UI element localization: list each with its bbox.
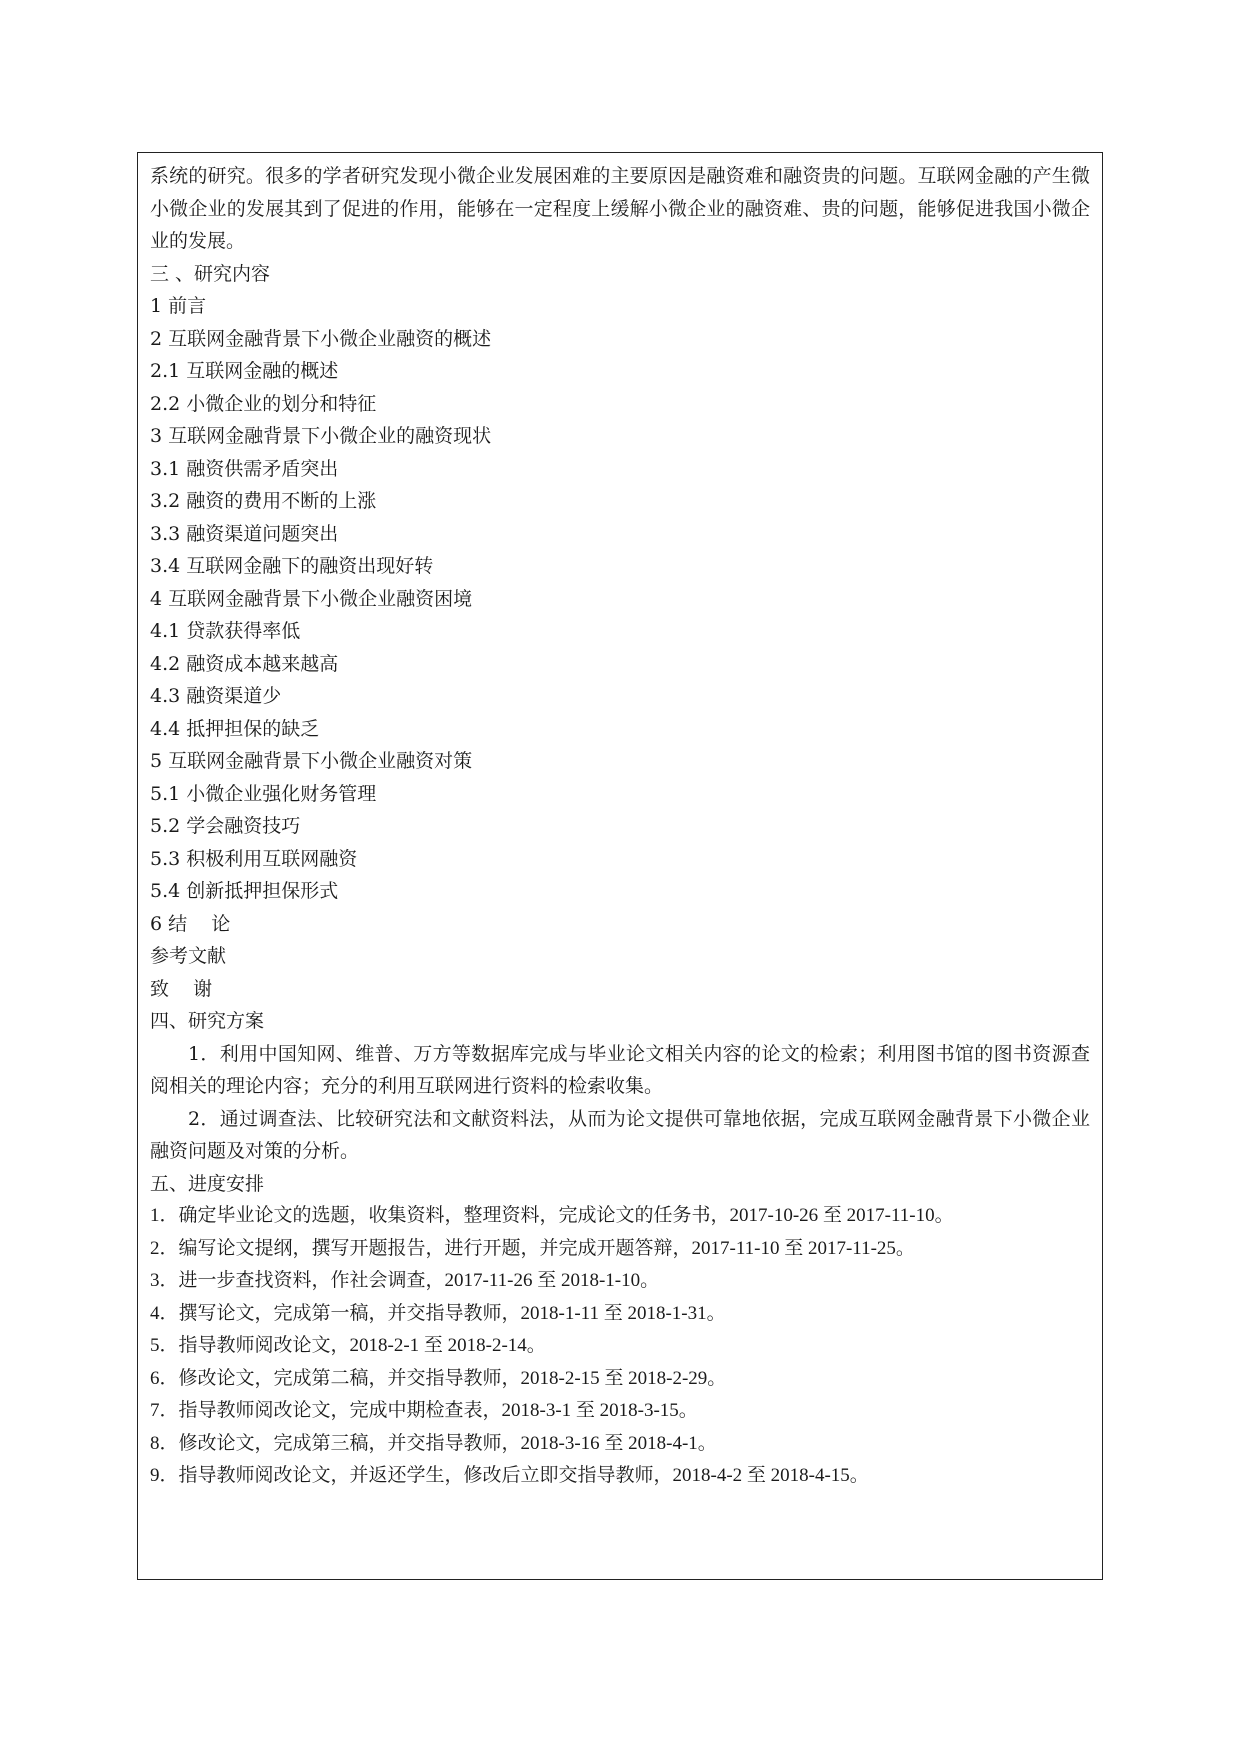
outline-item: 5 互联网金融背景下小微企业融资对策 bbox=[150, 750, 473, 772]
outline-item: 5.2 学会融资技巧 bbox=[150, 815, 301, 837]
outline-item: 3.1 融资供需矛盾突出 bbox=[150, 457, 339, 480]
section-3-heading: 三 、研究内容 bbox=[150, 262, 271, 285]
schedule-item: 6．修改论文，完成第二稿，并交指导教师，2018-2-15 至 2018-2-29。 bbox=[150, 1367, 727, 1389]
outline-item: 2.2 小微企业的划分和特征 bbox=[150, 392, 377, 415]
schedule-item: 4．撰写论文，完成第一稿，并交指导教师，2018-1-11 至 2018-1-31。 bbox=[150, 1302, 726, 1324]
outline-item: 2.1 互联网金融的概述 bbox=[150, 360, 339, 382]
outline-item: 3.4 互联网金融下的融资出现好转 bbox=[150, 555, 434, 577]
schedule-item: 5．指导教师阅改论文，2018-2-1 至 2018-2-14。 bbox=[150, 1335, 546, 1356]
outline-item: 3.2 融资的费用不断的上涨 bbox=[150, 490, 377, 512]
outline-item: 致 谢 bbox=[150, 977, 213, 1000]
research-plan-paragraph: 1．利用中国知网、维普、万方等数据库完成与毕业论文相关内容的论文的检索；利用图书馆的图书资源查阅相关的理论内容；充分的利用互联网进行资料的检索收集。 bbox=[150, 1042, 1090, 1097]
outline-item: 4.4 抵押担保的缺乏 bbox=[150, 717, 320, 740]
outline-item: 5.4 创新抵押担保形式 bbox=[150, 880, 339, 902]
outline-item: 3 互联网金融背景下小微企业的融资现状 bbox=[150, 425, 492, 447]
outline-item: 3.3 融资渠道问题突出 bbox=[150, 522, 339, 545]
section-4-heading: 四、研究方案 bbox=[150, 1010, 265, 1032]
schedule-item: 3．进一步查找资料，作社会调查，2017-11-26 至 2018-1-10。 bbox=[150, 1270, 660, 1291]
outline-item: 参考文献 bbox=[150, 945, 227, 967]
schedule-item: 1．确定毕业论文的选题，收集资料，整理资料，完成论文的任务书，2017-10-26 至 2017-11-10。 bbox=[150, 1205, 954, 1226]
document-content bbox=[150, 160, 1090, 1493]
outline-item: 2 互联网金融背景下小微企业融资的概述 bbox=[150, 327, 492, 350]
outline-item: 5.1 小微企业强化财务管理 bbox=[150, 782, 377, 805]
intro-paragraph: 系统的研究。很多的学者研究发现小微企业发展困难的主要原因是融资难和融资贵的问题。互联网金融的产生微小微企业的发展其到了促进的作用，能够在一定程度上缓解小微企业的融资难、贵的问题，能够促进我国小微企业的发展。 bbox=[150, 165, 1090, 252]
outline-item: 4 互联网金融背景下小微企业融资困境 bbox=[150, 587, 473, 610]
outline-item: 4.2 融资成本越来越高 bbox=[150, 652, 339, 675]
schedule-item: 9．指导教师阅改论文，并返还学生，修改后立即交指导教师，2018-4-2 至 2018-4-15。 bbox=[150, 1465, 869, 1486]
outline-item: 4.3 融资渠道少 bbox=[150, 685, 282, 707]
schedule-list bbox=[150, 1200, 1090, 1493]
outline-item: 4.1 贷款获得率低 bbox=[150, 620, 301, 642]
outline-item: 6 结 论 bbox=[150, 912, 231, 935]
section-5-heading: 五、进度安排 bbox=[150, 1172, 265, 1195]
document-frame bbox=[137, 152, 1103, 1580]
section-3-outline bbox=[150, 290, 1090, 1005]
research-plan-paragraph: 2．通过调查法、比较研究法和文献资料法，从而为论文提供可靠地依据，完成互联网金融背景下小微企业融资问题及对策的分析。 bbox=[150, 1107, 1090, 1162]
schedule-item: 7．指导教师阅改论文，完成中期检查表，2018-3-1 至 2018-3-15。 bbox=[150, 1400, 698, 1421]
outline-item: 5.3 积极利用互联网融资 bbox=[150, 847, 358, 870]
outline-item: 1 前言 bbox=[150, 295, 207, 317]
schedule-item: 2．编写论文提纲，撰写开题报告，进行开题，并完成开题答辩，2017-11-10 至 2017-11-25。 bbox=[150, 1237, 915, 1259]
schedule-item: 8．修改论文，完成第三稿，并交指导教师，2018-3-16 至 2018-4-1。 bbox=[150, 1432, 717, 1454]
